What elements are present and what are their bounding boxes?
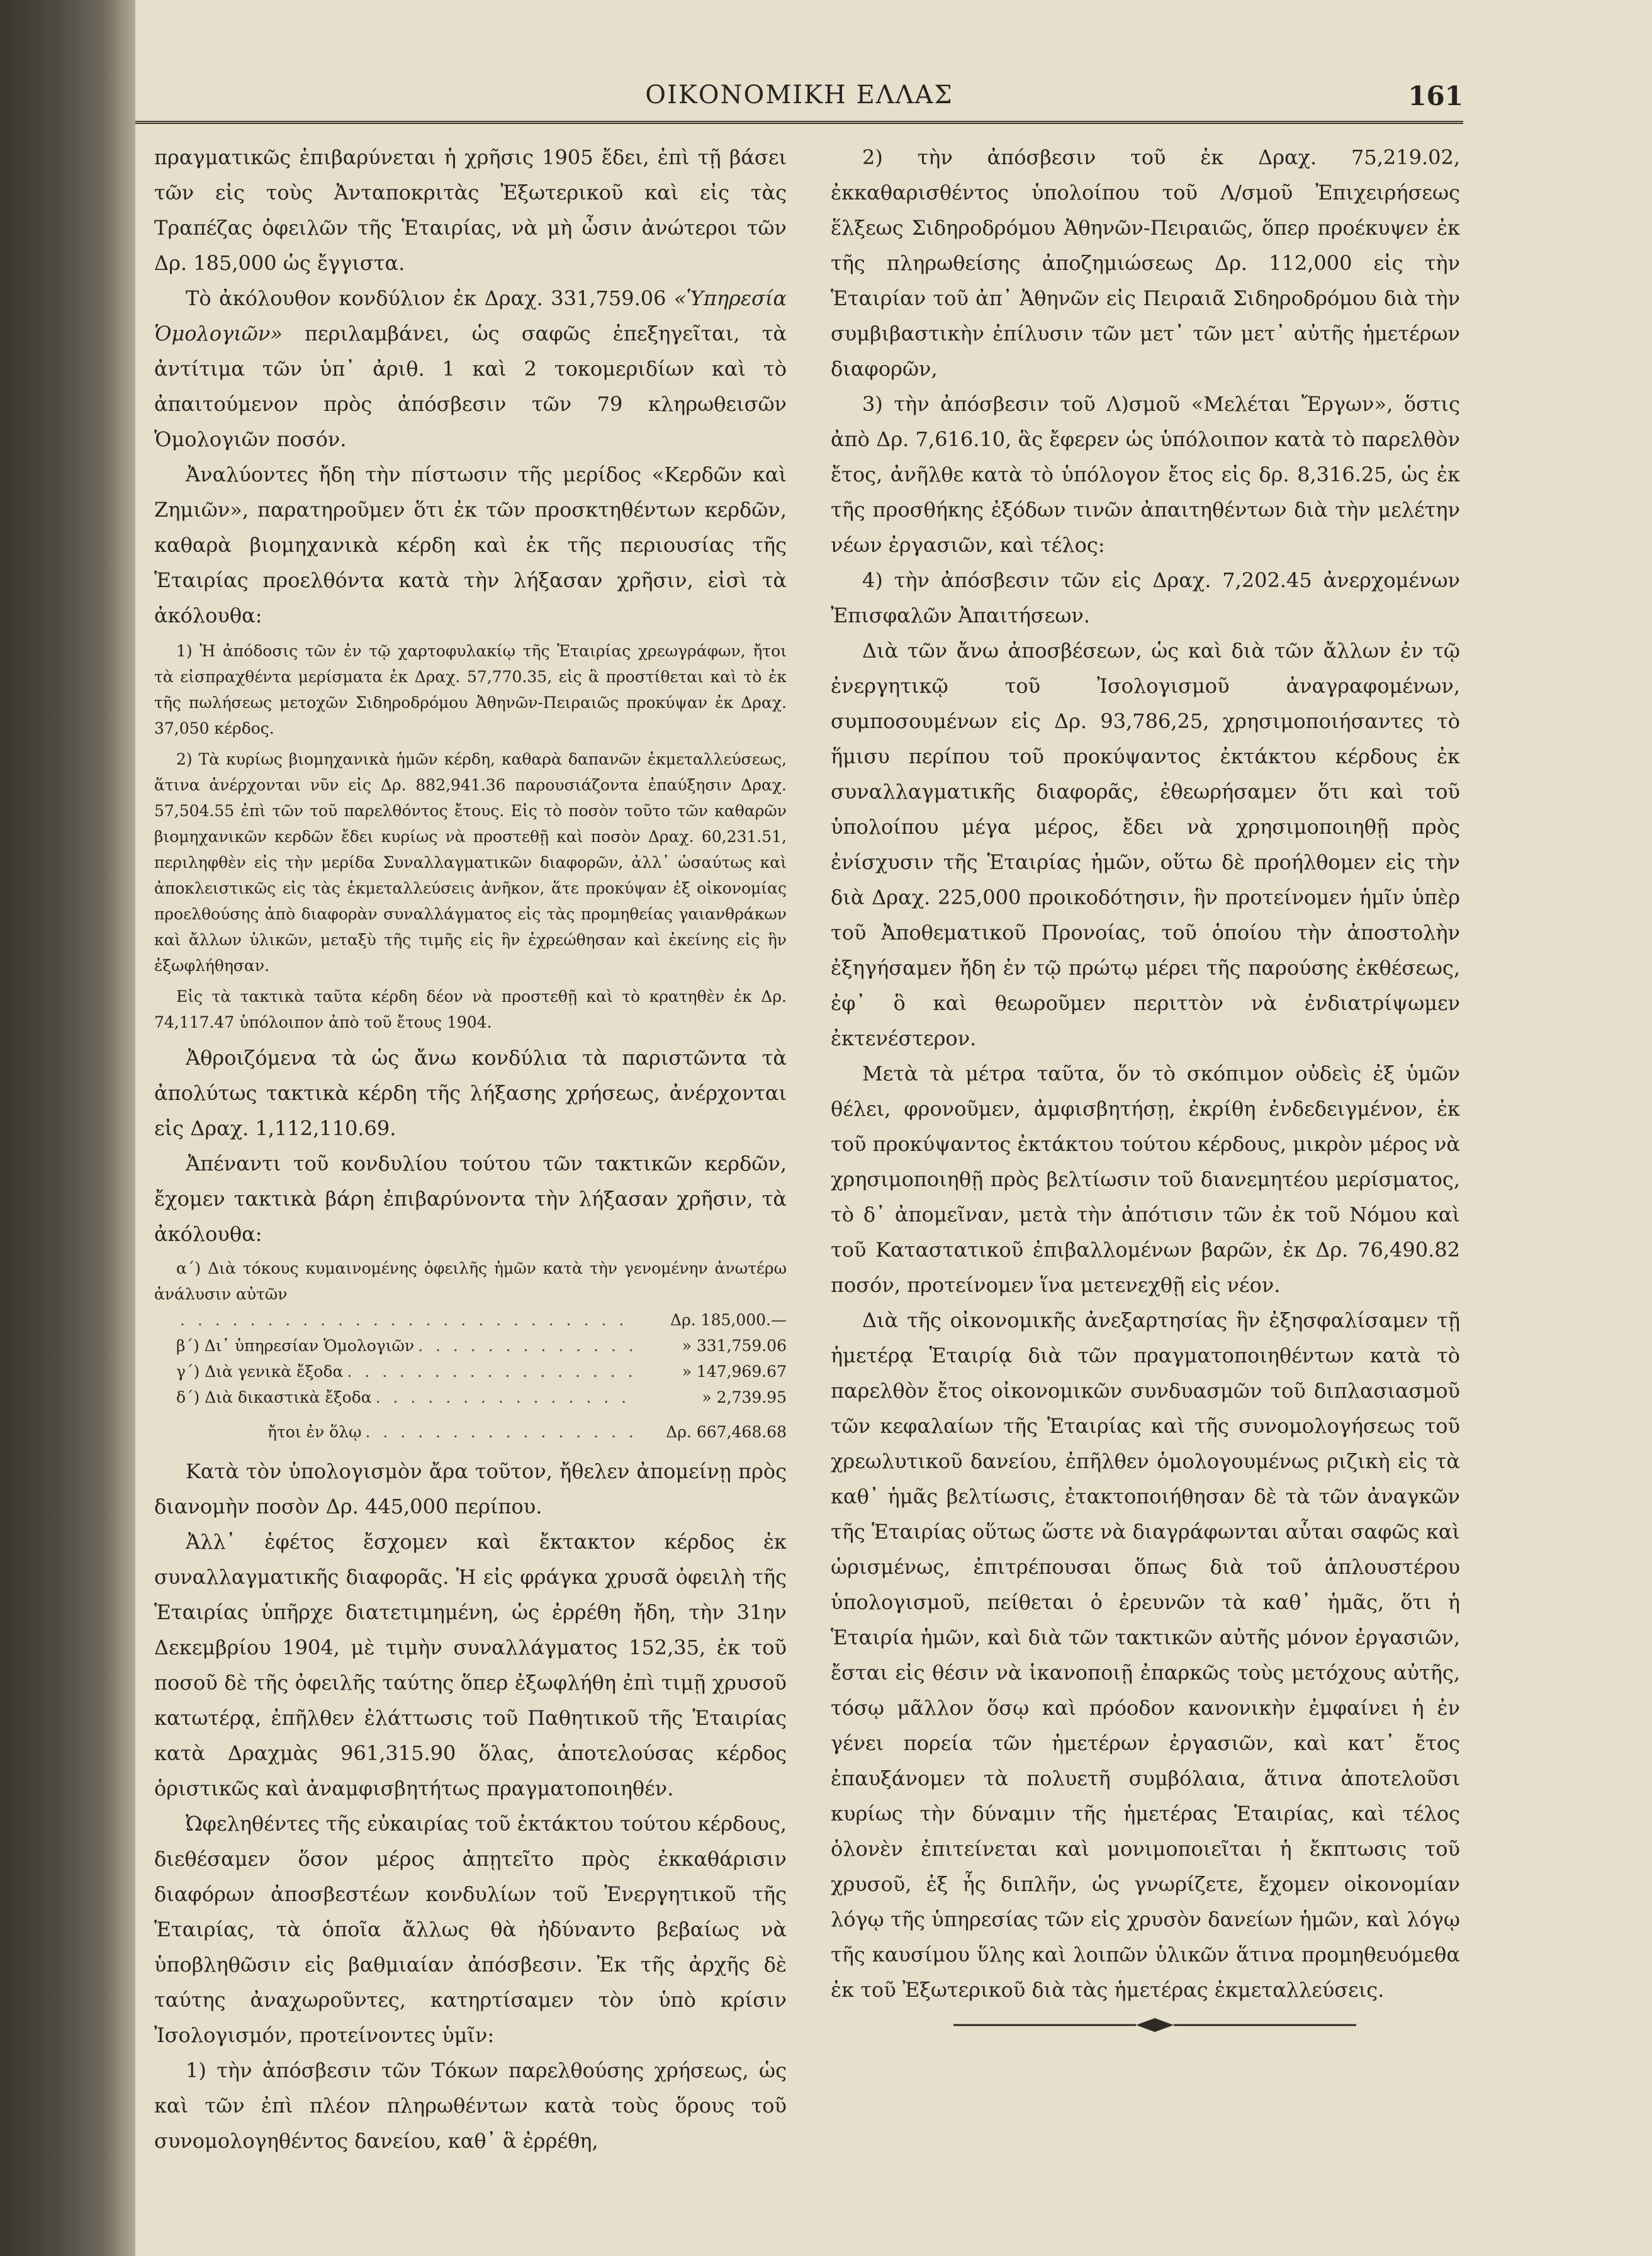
paragraph: 3) τὴν ἀπόσβεσιν τοῦ Λ)σμοῦ «Μελέται Ἔργων», ὅστις ἀπὸ Δρ. 7,616.10, ἃς ἔφερεν ὡς ὑπόλοιπον κατὰ τὸ παρελθὸν ἔτος, ἀνῆλθε κατὰ τὸ ὑπόλογον ἔτος εἰς δρ. 8,316.25, ὡς ἐκ τῆς προσθήκης ἐξόδων τινῶν ἀπαιτηθέντων διὰ τὴν μελέτην νέων ἐργασιῶν, καὶ τέλος: [831, 392, 1460, 557]
page-number: 161 [1408, 81, 1463, 111]
paragraph: Μετὰ τὰ μέτρα ταῦτα, ὅν τὸ σκόπιμον οὐδεὶς ἐξ ὑμῶν θέλει, φρονοῦμεν, ἀμφισβητήσῃ, ἐκρίθη ἐνδεδειγμένον, ἐκ τοῦ προκύψαντος ἐκτάκτου τούτου κέρδους, μικρὸν μέρος νὰ χρησιμοποιηθῇ πρὸς βελτίωσιν τοῦ διανεμητέου μερίσματος, τὸ δ᾽ ἀπομεῖναν, μετὰ τὴν ἀπότισιν τῶν ἐκ τοῦ Νόμου καὶ τοῦ Καταστατικοῦ ἐπιβαλλομένων βαρῶν, ἐκ Δρ. 76,490.82 ποσόν, προτείνομεν ἵνα μετενεχθῇ εἰς νέον. [831, 1062, 1460, 1297]
page-title: ΟΙΚΟΝΟΜΙΚΗ ΕΛΛΑΣ [645, 81, 953, 109]
paragraph: 4) τὴν ἀπόσβεσιν τῶν εἰς Δραχ. 7,202.45 ἀνερχομένων Ἐπισφαλῶν Ἀπαιτήσεων. [831, 568, 1460, 627]
expense-ledger [154, 1255, 787, 1445]
page-header [135, 81, 1463, 118]
ledger-total-row [154, 1419, 787, 1445]
footnote: 2) Τὰ κυρίως βιομηχανικὰ ἡμῶν κέρδη, καθαρὰ δαπανῶν ἐκμεταλλεύσεως, ἅτινα ἀνέρχονται νῦν εἰς Δρ. 882,941.36 παρουσιάζοντα ἐπαύξησιν Δραχ. 57,504.55 ἐπὶ τῶν τοῦ παρελθόντος ἔτους. Εἰς τὸ ποσὸν τοῦτο τῶν καθαρῶν βιομηχανικῶν κερδῶν ἔδει κυρίως νὰ προστεθῇ καὶ ποσὸν Δραχ. 60,231.51, περιληφθὲν εἰς τὴν μερίδα Συναλλαγματικῶν διαφορῶν, ἀλλ᾽ ὡσαύτως καὶ ἀποκλειστικῶς εἰς τὰς ἐκμεταλλεύσεις ἀνῆκον, ἅτε προκύψαν ἐξ οἰκονομίας προελθούσης ἀπὸ διαφορὰν συναλλάγματος εἰς τὰς προμηθείας γαιανθράκων καὶ ἄλλων ὑλικῶν, μεταξὺ τῆς τιμῆς εἰς ἣν ἐχρεώθησαν καὶ ἐκείνης εἰς ἣν ἐξωφλήθησαν. [154, 750, 787, 975]
ledger-amount: Δρ. 185,000.— [670, 1311, 787, 1329]
end-ornament-icon [953, 2016, 1356, 2034]
paragraph: Ἀλλ᾽ ἐφέτος ἔσχομεν καὶ ἔκτακτον κέρδος ἐκ συναλλαγματικῆς διαφορᾶς. Ἡ εἰς φράγκα χρυσᾶ ὀφειλὴ τῆς Ἑταιρίας ὑπῆρχε διατετιμημένη, ὡς ἐρρέθη ἤδη, τὴν 31ην Δεκεμβρίου 1904, μὲ τιμὴν συναλλάγματος 152,35, ἐκ τοῦ ποσοῦ δὲ τῆς ὀφειλῆς ταύτης ὅπερ ἐξωφλήθη ἐπὶ τιμῇ χρυσοῦ κατωτέρᾳ, ἐπῆλθεν ἐλάττωσις τοῦ Παθητικοῦ τῆς Ἑταιρίας κατὰ Δραχμὰς 961,315.90 ὅλας, ἀποτελούσας κέρδος ὁριστικῶς καὶ ἀναμφισβητήτως πραγματοποιηθέν. [154, 1530, 787, 1800]
ledger-row [154, 1333, 787, 1359]
paragraph: Ἀπέναντι τοῦ κονδυλίου τούτου τῶν τακτικῶν κερδῶν, ἔχομεν τακτικὰ βάρη ἐπιβαρύνοντα τὴν λήξασαν χρῆσιν, τὰ ἀκόλουθα: [154, 1152, 787, 1246]
paragraph: 2) τὴν ἀπόσβεσιν τοῦ ἐκ Δραχ. 75,219.02, ἐκκαθαρισθέντος ὑπολοίπου τοῦ Λ/σμοῦ Ἐπιχειρήσεως ἕλξεως Σιδηροδρόμου Ἀθηνῶν-Πειραιῶς, ὅπερ προέκυψεν ἐκ τῆς πληρωθείσης ἀποζημιώσεως Δρ. 112,000 εἰς τὴν Ἑταιρίαν τοῦ ἀπ᾽ Ἀθηνῶν εἰς Πειραιᾶ Σιδηροδρόμου διὰ τὴν συμβιβαστικὴν ἐπίλυσιν τῶν μετ᾽ τῶν μετ᾽ αὐτῆς ἡμετέρων διαφορῶν, [831, 145, 1460, 381]
leader-dots [343, 1359, 636, 1384]
paragraph: Κατὰ τὸν ὑπολογισμὸν ἄρα τοῦτον, ἤθελεν ἀπομείνῃ πρὸς διανομὴν ποσὸν Δρ. 445,000 περίπου. [154, 1459, 787, 1518]
text-run: περιλαμβάνει, ὡς σαφῶς ἐπεξηγεῖται, τὰ ἀντίτιμα τῶν ὑπ᾽ ἀριθ. 1 καὶ 2 τοκομεριδίων καὶ τὸ ἀπαιτούμενον πρὸς ἀπόσβεσιν τῶν 79 κληρωθεισῶν Ὁμολογιῶν ποσόν. [154, 322, 787, 451]
ledger-total-label: ἤτοι ἐν ὅλῳ [267, 1423, 362, 1441]
ledger-label: δ΄) Διὰ δικαστικὰ ἔξοδα [176, 1388, 372, 1406]
header-rule [135, 121, 1463, 124]
text-run: Τὸ ἀκόλουθον κονδύλιον ἐκ Δραχ. 331,759.06 [186, 286, 666, 310]
ledger-row [154, 1307, 787, 1333]
leader-dots [372, 1384, 636, 1410]
footnote: 1) Ἡ ἀπόδοσις τῶν ἐν τῷ χαρτοφυλακίῳ τῆς Ἑταιρίας χρεωγράφων, ἤτοι τὰ εἰσπραχθέντα μερίσματα ἐκ Δραχ. 57,770.35, εἰς ἃ προστίθεται καὶ τὸ ἐκ τῆς πωλήσεως μετοχῶν Σιδηροδρόμου Ἀθηνῶν-Πειραιῶς προκύψαν ἐκ Δραχ. 37,050 κέρδος. [154, 642, 787, 738]
paragraph: Ὠφεληθέντες τῆς εὐκαιρίας τοῦ ἐκτάκτου τούτου κέρδους, διεθέσαμεν ὅσον μέρος ἀπῃτεῖτο πρὸς ἐκκαθάρισιν διαφόρων ἀποσβεστέων κονδυλίων τοῦ Ἐνεργητικοῦ τῆς Ἑταιρίας, τὰ ὁποῖα ἄλλως θὰ ἠδύναντο βεβαίως νὰ ὑποβληθῶσιν εἰς βαθμιαίαν ἀπόσβεσιν. Ἐκ τῆς ἀρχῆς δὲ ταύτης ἀναχωροῦντες, κατηρτίσαμεν τὸν ὑπὸ κρίσιν Ἰσολογισμόν, προτείνοντες ὑμῖν: [154, 1812, 787, 2047]
footnote: Εἰς τὰ τακτικὰ ταῦτα κέρδη δέον νὰ προστεθῇ καὶ τὸ κρατηθὲν ἐκ Δρ. 74,117.47 ὑπόλοιπον ἀπὸ τοῦ ἔτους 1904. [154, 987, 787, 1031]
ledger-row [154, 1384, 787, 1410]
leader-dots [361, 1419, 636, 1445]
paragraph: Διὰ τῆς οἰκονομικῆς ἀνεξαρτησίας ἣν ἐξησφαλίσαμεν τῇ ἡμετέρᾳ Ἑταιρίᾳ διὰ τῶν πραγματοποιηθέντων κατὰ τὸ παρελθὸν ἔτος οἰκονομικῶν συνδυασμῶν τοῦ διπλασιασμοῦ τῶν κεφαλαίων τῆς Ἑταιρίας καὶ τῆς συνομολογήσεως τοῦ χρεωλυτικοῦ δανείου, ἐπῆλθεν ὁμολογουμένως ριζικὴ εἰς τὰ καθ᾽ ἡμᾶς βελτίωσις, ἐτακτοποιήθησαν δὲ τὰ τῶν ἀναγκῶν τῆς Ἑταιρίας οὕτως ὥστε νὰ διαγράφωνται αὗται σαφῶς καὶ ὡρισμένως, ἐπιτρέπουσαι ὅπως διὰ τοῦ ἁπλουστέρου ὑπολογισμοῦ, πείθεται ὁ ἐρευνῶν τὰ καθ᾽ ἡμᾶς, ὅτι ἡ Ἑταιρία ἡμῶν, καὶ διὰ τῶν τακτικῶν αὐτῆς μόνον ἐργασιῶν, ἔσται εἰς θέσιν νὰ ἱκανοποιῇ ἐπαρκῶς τοὺς μετόχους αὐτῆς, τόσῳ μᾶλλον ὅσῳ καὶ πρόοδον κανονικὴν ἐμφαίνει ἡ ἐν γένει πορεία τῶν ἡμετέρων ἐργασιῶν, καὶ κατ᾽ ἔτος ἐπαυξάνομεν τὰ πολυετῆ συμβόλαια, ἅτινα ἀποτελοῦσι κυρίως τὴν δύναμιν τῆς ἡμετέρας Ἑταιρίας, καὶ τέλος ὁλονὲν ἐπιτείνεται καὶ μονιμοποιεῖται ἡ ἔκπτωσις τοῦ χρυσοῦ, ἐξ ἧς διπλῆν, ὡς γνωρίζετε, ἔχομεν οἰκονομίαν λόγῳ τῆς ὑπηρεσίας τῶν εἰς χρυσὸν δανείων ἡμῶν, καὶ λόγῳ τῆς καυσίμου ὕλης καὶ λοιπῶν ὑλικῶν ἅτινα προμηθευόμεθα ἐκ τοῦ Ἐξωτερικοῦ διὰ τὰς ἡμετέρας ἐκμεταλλεύσεις. [831, 1308, 1460, 2002]
ledger-label: β΄) Δι᾽ ὑπηρεσίαν Ὁμολογιῶν [176, 1337, 415, 1355]
ledger-total-amount: Δρ. 667,468.68 [666, 1423, 787, 1441]
ledger-amount: » 331,759.06 [682, 1337, 787, 1355]
ledger-label: γ΄) Διὰ γενικὰ ἔξοδα [176, 1362, 344, 1381]
emphasis-text: «Ὑπηρεσία Ὁμολογιῶν» [154, 286, 787, 345]
leader-dots [414, 1333, 636, 1359]
ledger-amount: » 2,739.95 [702, 1388, 787, 1406]
paragraph [154, 281, 787, 457]
right-column [831, 140, 1460, 2007]
paragraph: Ἀθροιζόμενα τὰ ὡς ἄνω κονδύλια τὰ παριστῶντα τὰ ἀπολύτως τακτικὰ κέρδη τῆς λήξασης χρήσεως, ἀνέρχονται εἰς Δραχ. 1,112,110.69. [154, 1046, 787, 1140]
paragraph: Διὰ τῶν ἄνω ἀποσβέσεων, ὡς καὶ διὰ τῶν ἄλλων ἐν τῷ ἐνεργητικῷ τοῦ Ἰσολογισμοῦ ἀναγραφομένων, συμποσουμένων εἰς Δρ. 93,786,25, χρησιμοποιήσαντες τὸ ἥμισυ περίπου τοῦ προκύψαντος ἐκτάκτου κέρδους ἐκ συναλλαγματικῆς διαφορᾶς, ἐθεωρήσαμεν ὅτι καὶ τοῦ ὑπολοίπου μέγα μέρος, ἔδει νὰ χρησιμοποιηθῇ πρὸς ἐνίσχυσιν τῆς Ἑταιρίας ἡμῶν, οὕτω δὲ προήλθομεν εἰς τὴν διὰ Δραχ. 225,000 προικοδότησιν, ἣν προτείνομεν ἡμῖν ὑπὲρ τοῦ Ἀποθεματικοῦ Προνοίας, τοῦ ὁποίου τὴν ἀποστολὴν ἐξηγήσαμεν ἤδη ἐν τῷ πρώτῳ μέρει τῆς παρούσης ἐκθέσεως, ἐφ᾽ ὃ καὶ θεωροῦμεν περιττὸν νὰ ἐνδιατρίψωμεν ἐκτενέστερον. [831, 639, 1460, 1050]
leader-dots [176, 1307, 636, 1333]
ledger-row [154, 1359, 787, 1384]
paragraph: πραγματικῶς ἐπιβαρύνεται ἡ χρῆσις 1905 ἔδει, ἐπὶ τῇ βάσει τῶν εἰς τοὺς Ἀνταποκριτὰς Ἐξωτερικοῦ καὶ εἰς τὰς Τραπέζας ὀφειλῶν τῆς Ἑταιρίας, νὰ μὴ ὦσιν ἀνώτεροι τῶν Δρ. 185,000 ὡς ἔγγιστα. [154, 145, 787, 275]
paragraph: 1) τὴν ἀπόσβεσιν τῶν Τόκων παρελθούσης χρήσεως, ὡς καὶ τῶν ἐπὶ πλέον πληρωθέντων κατὰ τοὺς ὅρους τοῦ συνομολογηθέντος δανείου, καθ᾽ ἃ ἐρρέθη, [154, 2058, 787, 2153]
ledger-amount: » 147,969.67 [682, 1362, 787, 1381]
ledger-intro: α΄) Διὰ τόκους κυμαινομένης ὀφειλῆς ἡμῶν κατὰ τὴν γενομένην ἀνωτέρω ἀνάλυσιν αὐτῶν [154, 1259, 787, 1303]
paragraph: Ἀναλύοντες ἤδη τὴν πίστωσιν τῆς μερίδος «Κερδῶν καὶ Ζημιῶν», παρατηροῦμεν ὅτι ἐκ τῶν προσκτηθέντων κερδῶν, καθαρὰ βιομηχανικὰ κέρδη καὶ ἐκ τῆς περιουσίας τῆς Ἑταιρίας προελθόντα κατὰ τὴν λήξασαν χρῆσιν, εἰσὶ τὰ ἀκόλουθα: [154, 463, 787, 627]
left-column [154, 140, 787, 2158]
binding-gutter [0, 0, 135, 2256]
